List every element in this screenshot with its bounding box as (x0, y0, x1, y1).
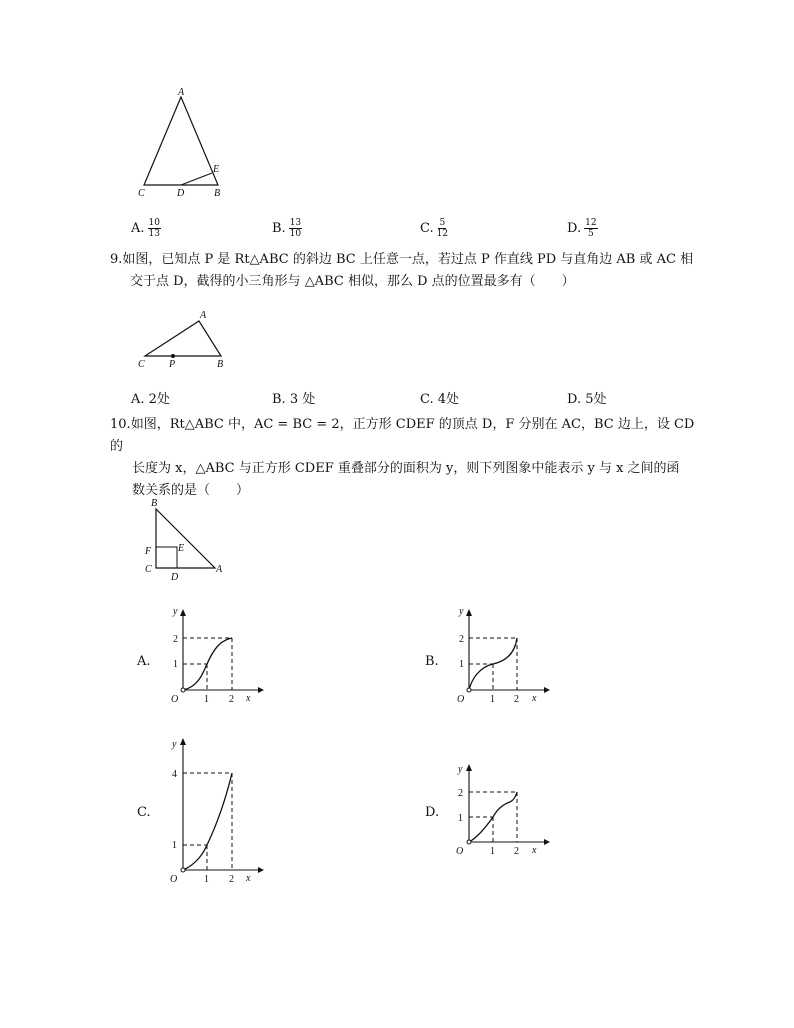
q8-option-a[interactable] (131, 218, 161, 239)
fraction (148, 218, 161, 239)
graph-c-svg (164, 734, 264, 886)
axis-y-label: y (458, 764, 463, 775)
axis-y-label: y (459, 606, 464, 617)
graph-d-letter[interactable]: D. (425, 805, 440, 820)
question-number: 10. (110, 417, 131, 432)
label-p: P (169, 359, 176, 370)
axis-y-label: y (172, 739, 177, 750)
q9-line-2: 交于点 D，截得的小三角形与 △ABC 相似，那么 D 点的位置最多有（ ） (130, 274, 575, 289)
axis-x-label: x (532, 845, 537, 856)
origin-label: O (457, 694, 465, 705)
origin-label: O (170, 874, 178, 885)
x-tick-1: 1 (204, 694, 209, 705)
q10-line-2: 长度为 x，△ABC 与正方形 CDEF 重叠部分的面积为 y，则下列图象中能表示 y 与 x 之间的函 (132, 461, 680, 476)
graph-b-svg (450, 604, 550, 706)
label-a: A (216, 564, 223, 575)
option-letter: C. (420, 221, 434, 236)
option-letter: D. (567, 221, 582, 236)
q8-option-b[interactable] (272, 218, 302, 239)
triangle-abc-svg (130, 84, 230, 202)
origin-label: O (456, 846, 464, 857)
x-tick-2: 2 (229, 694, 234, 705)
graph-b-letter[interactable]: B. (425, 654, 439, 669)
q9-option-b[interactable]: B. 3 处 (272, 392, 316, 407)
q9-triangle-svg (132, 306, 232, 372)
q10-line-3: 数关系的是（ ） (132, 483, 250, 498)
numerator: 10 (148, 218, 160, 228)
x-tick-2: 2 (229, 874, 234, 885)
graph-d (450, 758, 550, 860)
label-b: B (214, 188, 221, 199)
y-tick-4: 4 (172, 769, 177, 780)
axis-x-label: x (246, 693, 251, 704)
graph-c (164, 734, 264, 886)
axis-x-label: x (532, 693, 537, 704)
question-number: 9. (110, 252, 123, 267)
q10-line-1 (110, 414, 710, 458)
figure-q10-triangle (140, 496, 230, 582)
label-c: C (138, 359, 145, 370)
axis-x-label: x (246, 873, 251, 884)
q9-option-c[interactable]: C. 4处 (420, 392, 460, 407)
y-tick-1: 1 (173, 659, 178, 670)
figure-q9-triangle (132, 306, 232, 372)
y-tick-1: 1 (459, 659, 464, 670)
q9-option-a[interactable]: A. 2处 (131, 392, 170, 407)
q8-option-c[interactable] (420, 218, 448, 239)
fraction (584, 218, 597, 239)
label-e: E (178, 543, 185, 554)
denominator: 13 (148, 229, 160, 239)
x-tick-1: 1 (490, 846, 495, 857)
fraction (289, 218, 302, 239)
fraction (437, 218, 448, 239)
label-d: D (171, 572, 179, 582)
q10-triangle-svg (140, 496, 230, 582)
numerator: 5 (439, 218, 446, 228)
y-tick-2: 2 (173, 634, 178, 645)
origin-label: O (171, 694, 179, 705)
x-tick-1: 1 (204, 874, 209, 885)
graph-b (450, 604, 550, 706)
y-tick-2: 2 (459, 634, 464, 645)
graph-a-svg (164, 604, 264, 706)
label-a: A (178, 87, 185, 98)
y-tick-2: 2 (458, 788, 463, 799)
q9-option-d[interactable]: D. 5处 (567, 392, 607, 407)
y-tick-1: 1 (172, 840, 177, 851)
label-c: C (138, 188, 145, 199)
denominator: 12 (436, 229, 449, 239)
question-9 (110, 249, 710, 293)
q9-text-1: 如图，已知点 P 是 Rt△ABC 的斜边 BC 上任意一点，若过点 P 作直线 PD 与直角边 AB 或 AC 相 (122, 252, 694, 267)
option-letter: B. (272, 221, 286, 236)
label-f: F (145, 546, 152, 557)
graph-a-letter[interactable]: A. (137, 654, 151, 669)
question-10 (110, 414, 710, 502)
x-tick-2: 2 (514, 694, 519, 705)
graph-c-letter[interactable]: C. (137, 805, 151, 820)
x-tick-1: 1 (490, 694, 495, 705)
q8-option-d[interactable] (567, 218, 598, 239)
option-letter: A. (131, 221, 145, 236)
q9-line-1 (110, 249, 710, 271)
denominator: 10 (289, 229, 302, 239)
x-tick-2: 2 (514, 846, 519, 857)
axis-y-label: y (173, 606, 178, 617)
label-b: B (151, 498, 158, 509)
y-tick-1: 1 (458, 813, 463, 824)
denominator: 5 (587, 229, 594, 239)
graph-a (164, 604, 264, 706)
label-e: E (213, 164, 220, 175)
label-b: B (217, 359, 224, 370)
q10-text-1: 如图，Rt△ABC 中，AC = BC = 2，正方形 CDEF 的顶点 D，F 分别在 AC，BC 边上，设 CD 的 (110, 417, 695, 454)
numerator: 12 (585, 218, 597, 228)
numerator: 13 (289, 218, 302, 228)
label-c: C (145, 564, 152, 575)
label-a: A (200, 310, 207, 321)
graph-d-svg (450, 758, 550, 860)
label-d: D (177, 188, 185, 199)
figure-triangle-abc-1 (130, 84, 230, 202)
